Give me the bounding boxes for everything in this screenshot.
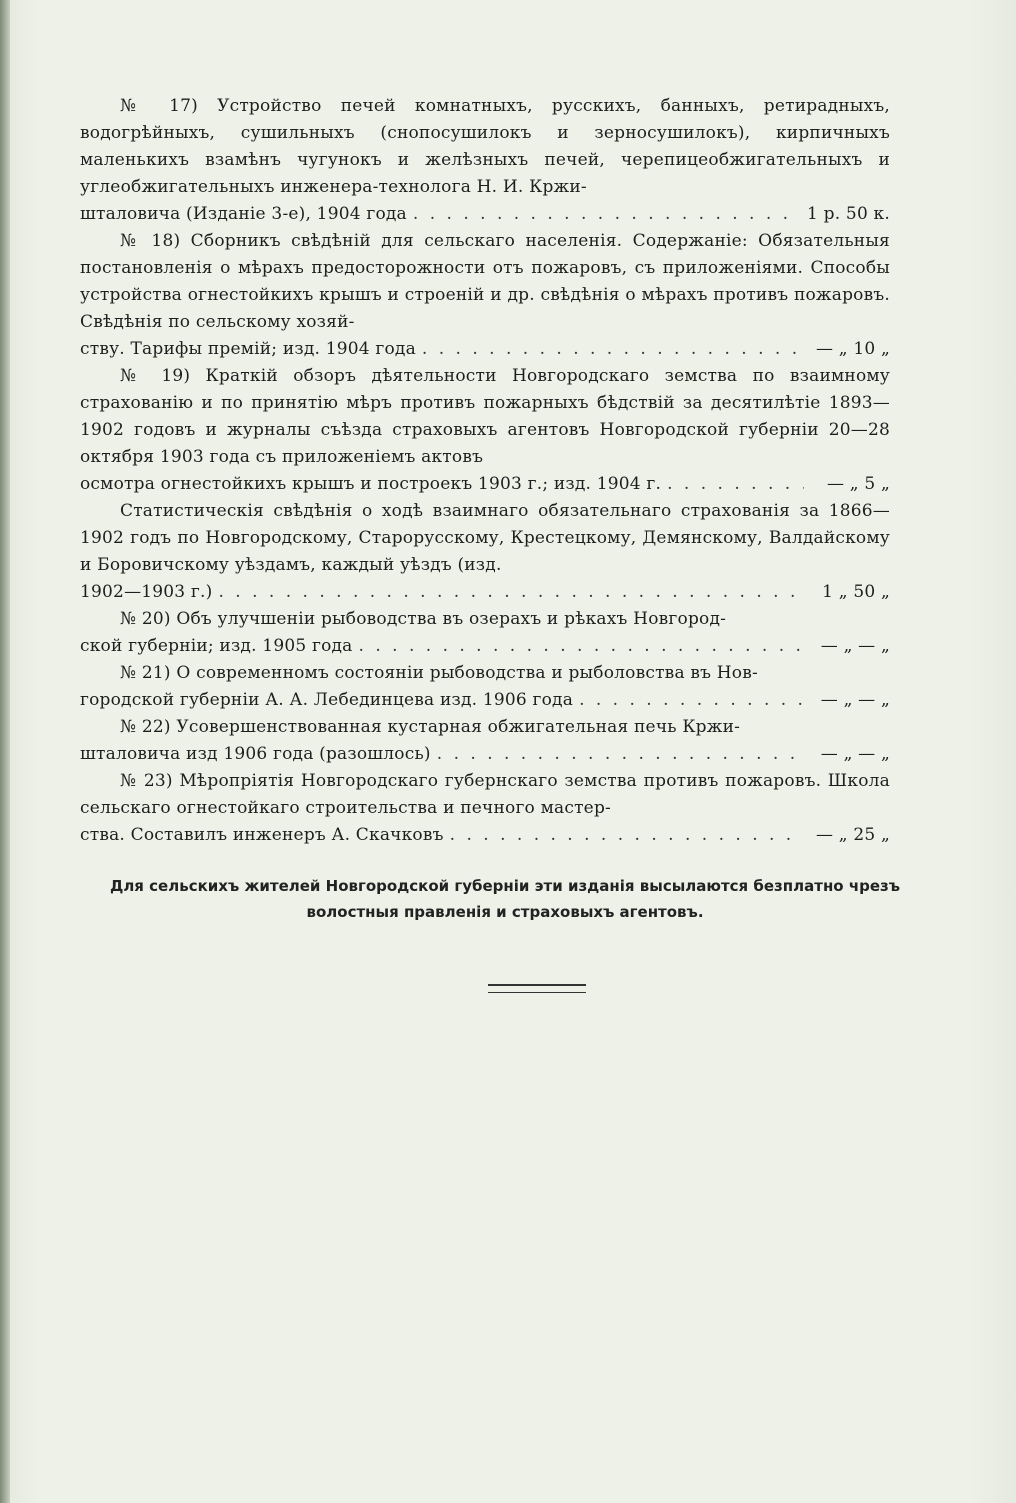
- entry-text: № 23) Мѣропріятія Новгородскаго губернскаго земства противъ пожаровъ. Школа сельскаго огнестойкаго строительства и печного мастер-: [80, 771, 890, 818]
- entry-price: — „ 10 „: [815, 339, 890, 359]
- entry-price: 1 „ 50 „: [822, 582, 890, 602]
- entry-last-text: ства. Составилъ инженеръ А. Скачковъ: [80, 825, 444, 845]
- entry-last-line: [80, 201, 890, 228]
- entry-last-text: ской губерніи; изд. 1905 года: [80, 636, 353, 656]
- list-item: [80, 498, 890, 606]
- entry-last-text: ству. Тарифы премій; изд. 1904 года: [80, 339, 416, 359]
- dot-leader: [667, 471, 804, 498]
- entry-price: — „ 5 „: [826, 474, 890, 494]
- divider: [488, 984, 586, 993]
- entry-text: № 20) Объ улучшеніи рыбоводства въ озерахъ и рѣкахъ Новгород-: [120, 609, 727, 629]
- list-item: [80, 228, 890, 363]
- entry-last-line: [80, 741, 890, 768]
- footer-note-line: волостныя правленія и страховыхъ агентовъ.: [306, 903, 704, 921]
- list-item: [80, 606, 890, 660]
- dot-leader: [437, 741, 804, 768]
- entry-last-line: [80, 471, 890, 498]
- footer-note-line: Для сельскихъ жителей Новгородской губерніи эти изданія высылаются безплатно чрезъ: [109, 877, 901, 895]
- list-item: [80, 768, 890, 849]
- entry-price: — „ — „: [820, 744, 890, 764]
- entry-text: № 18) Сборникъ свѣдѣній для сельскаго населенія. Содержаніе: Обязательныя постановленія о мѣрахъ предосторожности отъ пожаровъ, съ приложеніями. Способы устройства огнестойкихъ крышъ и строеній и др. свѣдѣнія о мѣрахъ противъ пожаровъ. Свѣдѣнія по сельскому хозяй-: [80, 231, 890, 332]
- entry-text: № 22) Усовершенствованная кустарная обжигательная печь Кржи-: [120, 717, 741, 737]
- entry-last-line: [80, 633, 890, 660]
- list-item: [80, 93, 890, 228]
- entry-price: — „ — „: [820, 690, 890, 710]
- binding-edge: [0, 0, 10, 1503]
- entry-price: 1 р. 50 к.: [807, 204, 890, 224]
- dot-leader: [579, 687, 804, 714]
- publication-list: [80, 93, 890, 849]
- entry-last-line: [80, 336, 890, 363]
- dot-leader: [218, 579, 804, 606]
- dot-leader: [422, 336, 804, 363]
- entry-last-text: шталовича (Изданіе 3-е), 1904 года: [80, 204, 407, 224]
- dot-leader: [359, 633, 804, 660]
- entry-text: № 17) Устройство печей комнатныхъ, русскихъ, банныхъ, ретирадныхъ, водогрѣйныхъ, сушильныхъ (снопосушилокъ и зерносушилокъ), кирпичныхъ маленькихъ взамѣнъ чугунокъ и желѣзныхъ печей, черепицеобжигательныхъ и углеобжигательныхъ инженера-технолога Н. И. Кржи-: [80, 96, 890, 197]
- entry-last-line: [80, 579, 890, 606]
- entry-text: № 21) О современномъ состояніи рыбоводства и рыболовства въ Нов-: [120, 663, 758, 683]
- entry-price: — „ 25 „: [815, 825, 890, 845]
- entry-last-line: [80, 822, 890, 849]
- list-item: [80, 714, 890, 768]
- entry-price: — „ — „: [820, 636, 890, 656]
- entry-text: № 19) Краткій обзоръ дѣятельности Новгородскаго земства по взаимному страхованію и по принятію мѣръ противъ пожарныхъ бѣдствій за десятилѣтіе 1893—1902 годовъ и журналы съѣзда страховыхъ агентовъ Новгородской губерніи 20—28 октября 1903 года съ приложеніемъ актовъ: [80, 366, 890, 467]
- dot-leader: [413, 201, 801, 228]
- entry-last-text: шталовича изд 1906 года (разошлось): [80, 744, 431, 764]
- entry-last-text: городской губерніи А. А. Лебединцева изд. 1906 года: [80, 690, 574, 710]
- footer-note: [70, 873, 940, 925]
- dot-leader: [450, 822, 804, 849]
- entry-text: Статистическія свѣдѣнія о ходѣ взаимнаго обязательнаго страхованія за 1866—1902 годъ по Новгородскому, Старорусскому, Крестецкому, Демянскому, Валдайскому и Боровичскому уѣздамъ, каждый уѣздъ (изд.: [80, 501, 890, 575]
- list-item: [80, 363, 890, 498]
- list-item: [80, 660, 890, 714]
- entry-last-text: осмотра огнестойкихъ крышъ и построекъ 1903 г.; изд. 1904 г.: [80, 474, 662, 494]
- entry-last-text: 1902—1903 г.): [80, 582, 213, 602]
- entry-last-line: [80, 687, 890, 714]
